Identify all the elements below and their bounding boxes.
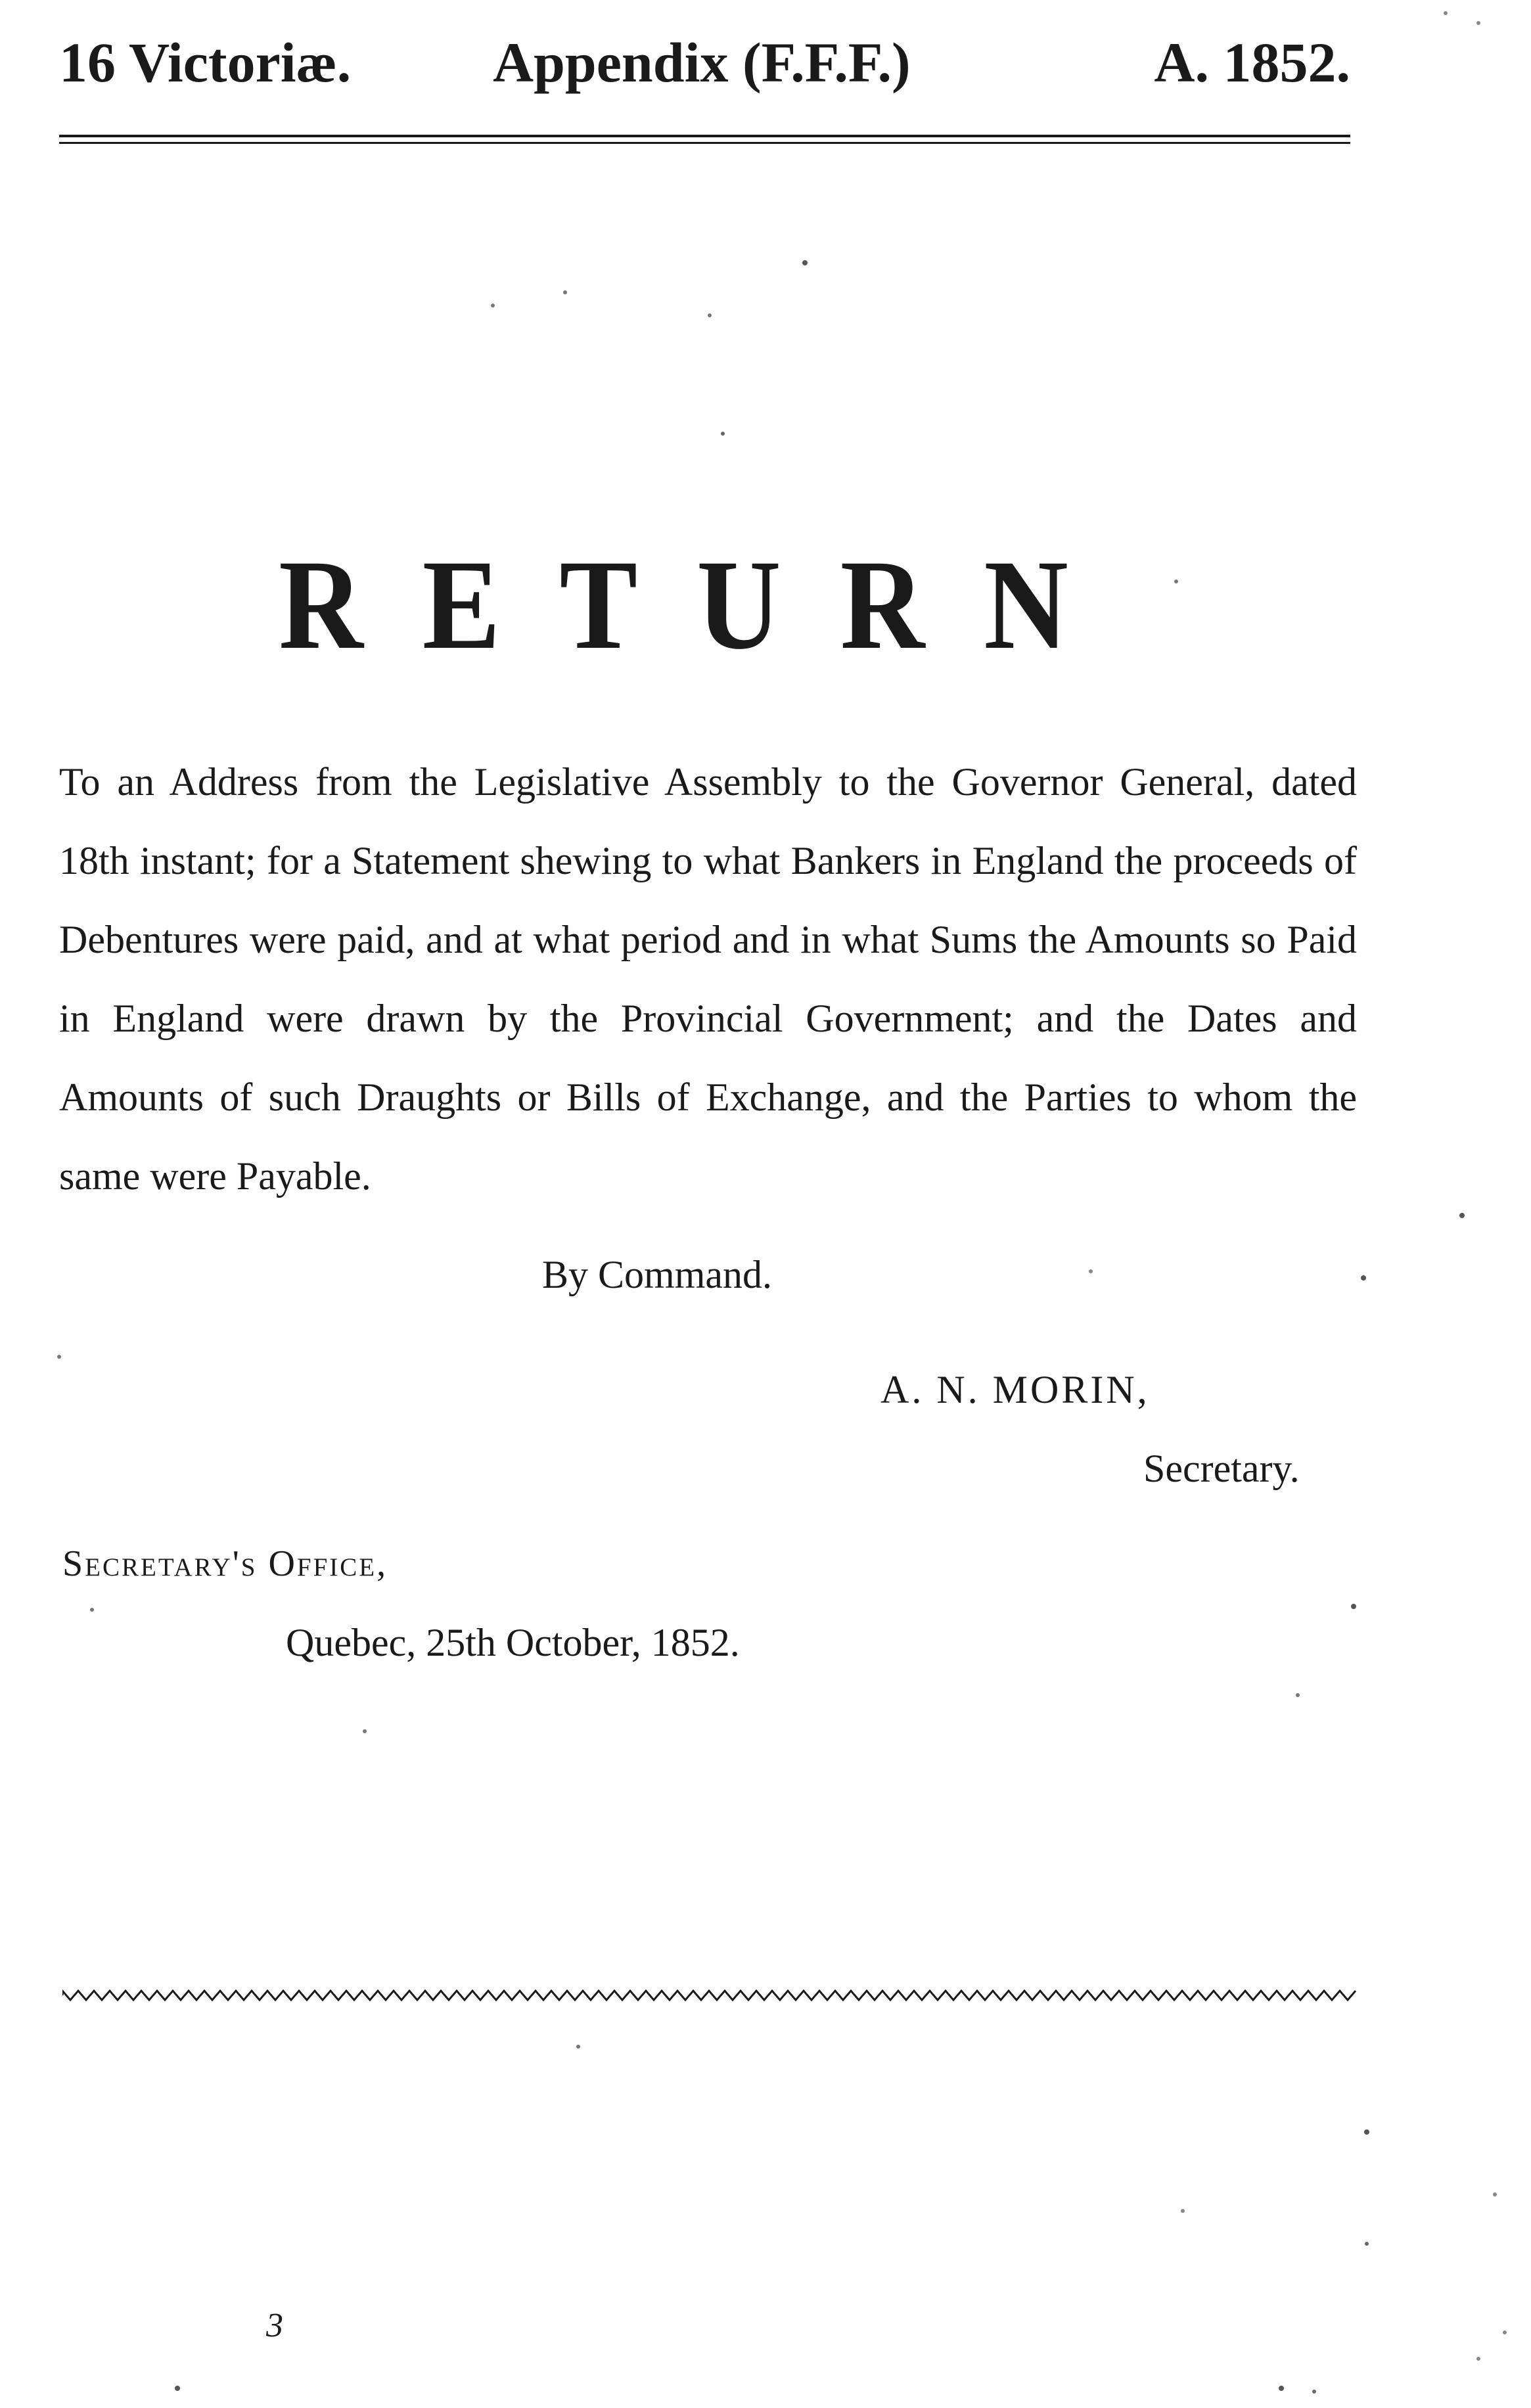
session-label: 16 Victoriæ.	[59, 31, 352, 94]
address-paragraph: To an Address from the Legislative Assembly to the Governor General, dated 18th instant; for a Statement shewing to what Bankers in England the proceeds of Debentures were paid, and at what period and in what Sums the Amounts so Paid in England were drawn by the Provincial Government; and the Dates and Amounts of such Draughts or Bills of Exchange, and the Parties to whom the same were Payable.	[59, 760, 1357, 1198]
header-double-rule	[59, 135, 1350, 144]
page-number: 3	[266, 2307, 283, 2344]
signatory-name: A. N. MORIN,	[880, 1368, 1150, 1411]
by-command-line: By Command.	[542, 1253, 773, 1296]
year-label: A. 1852.	[1154, 31, 1350, 94]
appendix-label: Appendix (F.F.F.)	[493, 31, 911, 94]
document-title: RETURN	[279, 533, 1128, 676]
signatory-title: Secretary.	[1143, 1447, 1300, 1490]
wavy-divider	[62, 1986, 1360, 2005]
place-date-line: Quebec, 25th October, 1852.	[286, 1621, 740, 1664]
office-line: Secretary's Office,	[62, 1543, 388, 1584]
running-header	[59, 20, 1350, 105]
